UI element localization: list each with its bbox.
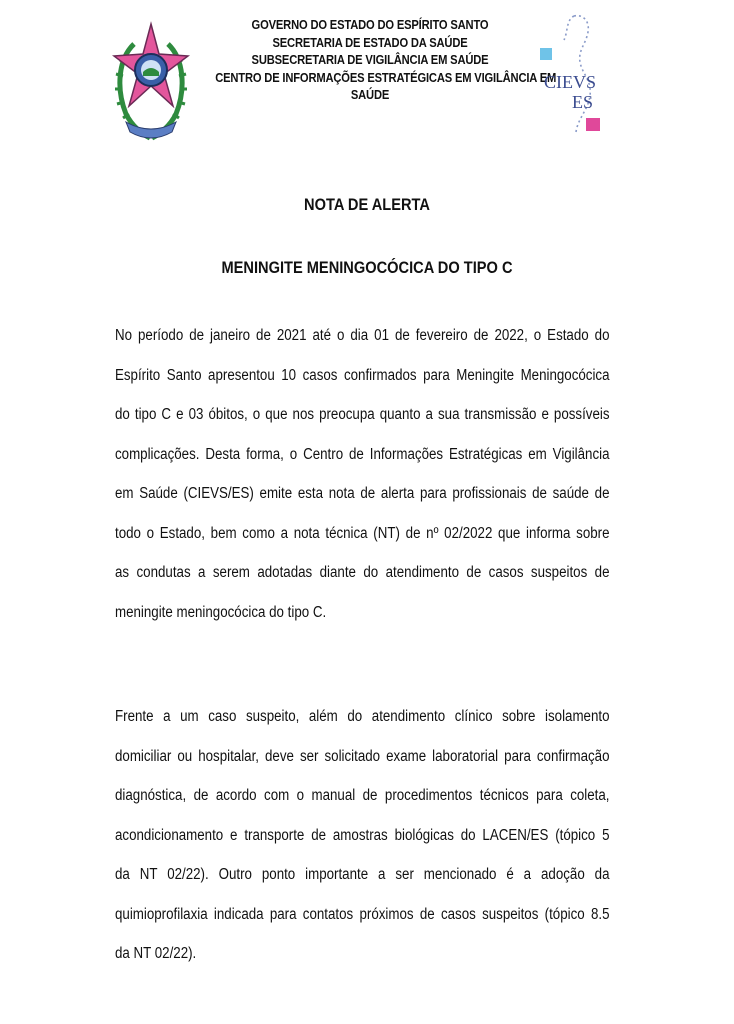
logo-text-es: ES [572, 92, 594, 112]
document-subtitle: MENINGITE MENINGOCÓCICA DO TIPO C [221, 258, 513, 277]
header-institution-lines [215, 16, 557, 104]
paragraph-line: da NT 02/22). Outro ponto importante a ser mencionado é a adoção da [115, 866, 610, 883]
cievs-es-logo-icon [530, 10, 610, 140]
state-coat-of-arms-icon [112, 14, 190, 150]
paragraph-line: complicações. Desta forma, o Centro de Informações Estratégicas em Vigilância [115, 445, 610, 463]
paragraph-2 [115, 697, 610, 974]
paragraph-line: Frente a um caso suspeito, além do atendimento clínico sobre isolamento [115, 708, 610, 725]
document-title: NOTA DE ALERTA [304, 195, 430, 214]
header-line-center-cont: SAÚDE [350, 87, 390, 102]
paragraph-line: meningite meningocócica do tipo C. [115, 603, 327, 621]
paragraph-line: Espírito Santo apresentou 10 casos confirmados para Meningite Meningocócica [115, 366, 610, 384]
paragraph-line: as condutas a serem adotadas diante do atendimento de casos suspeitos de [115, 564, 610, 581]
header-line-secretariat: SECRETARIA DE ESTADO DA SAÚDE [272, 34, 468, 50]
paragraph-line: domiciliar ou hospitalar, deve ser solicitado exame laboratorial para confirmação [115, 747, 610, 765]
paragraph-line: do tipo C e 03 óbitos, o que nos preocupa quanto a sua transmissão e possíveis [115, 406, 610, 423]
paragraph-line: em Saúde (CIEVS/ES) emite esta nota de alerta para profissionais de saúde de [115, 485, 610, 502]
paragraph-1 [115, 316, 610, 632]
header-line-center: CENTRO DE INFORMAÇÕES ESTRATÉGICAS EM VIGILÂNCIA EM [215, 69, 557, 85]
header-line-subsecretariat: SUBSECRETARIA DE VIGILÂNCIA EM SAÚDE [251, 52, 489, 67]
paragraph-line: diagnóstica, de acordo com o manual de procedimentos técnicos para coleta, [115, 787, 610, 804]
paragraph-line: todo o Estado, bem como a nota técnica (NT) de nº 02/2022 que informa sobre [115, 524, 610, 542]
paragraph-line: quimioprofilaxia indicada para contatos próximos de casos suspeitos (tópico 8.5 [115, 905, 610, 923]
logo-text-cievs: CIEVS [544, 72, 597, 92]
paragraph-line: acondicionamento e transporte de amostras biológicas do LACEN/ES (tópico 5 [115, 826, 610, 844]
document-header [0, 0, 734, 160]
paragraph-line: da NT 02/22). [115, 945, 197, 962]
header-line-government: GOVERNO DO ESTADO DO ESPÍRITO SANTO [251, 17, 489, 32]
paragraph-line: No período de janeiro de 2021 até o dia 01 de fevereiro de 2022, o Estado do [115, 327, 610, 344]
